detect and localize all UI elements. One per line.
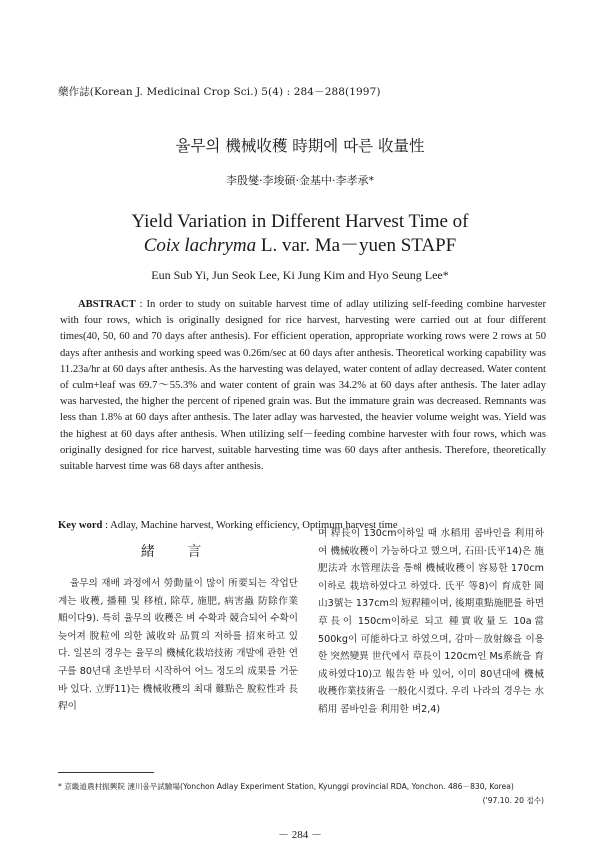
title-korean: 율무의 機械收穫 時期에 따른 收量性 <box>175 137 425 155</box>
abstract-text: : In order to study on suitable harvest time of adlay utilizing self-feeding combine harvester with four rows, which is originally designed for rice harvest, harvesting were carried out at four different times(40, 50, 60 and 70 days after anthesis). For efficient operation, appropriate working rows were 2 rows at 50 days after anthesis and working speed was 0.26m/sec at 60 days after anthesis. Theoretical working capability was 11.23a/hr at 60 days after anthesis. As the harvesting was delayed, water content of adlay decreased. Water content of culm+leaf was 69.7～55.3% and water content of grain was 34.2% at 60 days after anthesis. The later adlay was harvested, the higher the percent of ripened grain was. But the immature grain was decreased. Remnants was less than 1.8% at 60 days after anthesis. The later adlay was harvested, the heavier volume weight was. Yield was the highest at 60 days after anthesis. When utilizing self－feeding combine harvester with four rows, which was originally designed for rice harvest, suitable harvesting time was 60 days after anthesis. Therefore, theoretically suitable harvest time was 68 days after anthesis. <box>60 299 546 473</box>
page-number: － 284 － <box>278 829 322 841</box>
title-english-line1: Yield Variation in Different Harvest Time of <box>131 211 469 232</box>
footnote-divider <box>58 772 154 773</box>
title-english-line2 <box>0 234 600 258</box>
abstract-label: ABSTRACT <box>78 299 136 310</box>
abstract <box>60 297 546 475</box>
title-english <box>0 210 600 258</box>
affiliation-footnote: * 京畿道農村振興院 漣川율무試驗場(Yonchon Adlay Experiment Station, Kyunggi provincial RDA, Yonchon. 486－830, Korea) <box>58 782 514 791</box>
body-left-column: 율무의 재배 과정에서 勞動量이 많이 所要되는 작업단계는 收穫, 播種 및 移植, 除草, 施肥, 病害蟲 防除作業 順이다9). 특히 율무의 收穫은 벼 수확과 競合되어 수확이 늦어져 脫粒에 의한 減收와 品質의 저하를 招來하고 있다. 일본의 경우는 율무의 機械化栽培技術 개발에 관한 연구를 80년대 초반부터 시작하여 어느 정도의 成果를 거둔 바 있다. 立野11)는 機械收穫의 최대 難點은 脫粒性과 長稈이 <box>58 578 298 713</box>
body-right-column: 며 稈長이 130cm이하일 때 水稻用 콤바인을 利用하여 機械收穫이 가능하다고 했으며, 石田·氏平14)은 施肥法과 水管理法을 통해 機械收穫이 容易한 170cm이하로 栽培하였다고 하였다. 氏平 等8)이 育成한 岡山3號는 137cm의 短稈種이며, 後期重點施肥를 하면 草長이 150cm이하로 되고 種實收量도 10a當 500kg이 可能하다고 하였으며, 감마－放射線을 이용한 突然變異 世代에서 草長이 120cm인 Ms系統을 育成하였다10)고 報告한 바 있어, 이미 80년대에 機械收穫作業技術을 一般化시켰다. 우리 나라의 경우는 水稻用 콤바인을 利用한 벼2,4) <box>318 528 544 715</box>
received-date: ('97.10. 20 접수) <box>482 796 544 805</box>
keywords-label: Key word <box>58 520 103 531</box>
species-name: Coix lachryma <box>143 235 257 256</box>
section-heading-introduction: 緒 言 <box>140 544 216 560</box>
authors-korean: 李殷燮·李埈碩·金基中·李孝承* <box>226 174 374 187</box>
journal-citation: 藥作誌(Korean J. Medicinal Crop Sci.) 5(4) : 284－288(1997) <box>58 86 381 98</box>
authors-english: Eun Sub Yi, Jun Seok Lee, Ki Jung Kim and Hyo Seung Lee* <box>151 268 449 282</box>
variety-name: L. var. Ma－yuen STAPF <box>256 235 457 256</box>
keywords-text: : Adlay, Machine harvest, Working efficiency, Optimum harvest time <box>102 520 398 531</box>
